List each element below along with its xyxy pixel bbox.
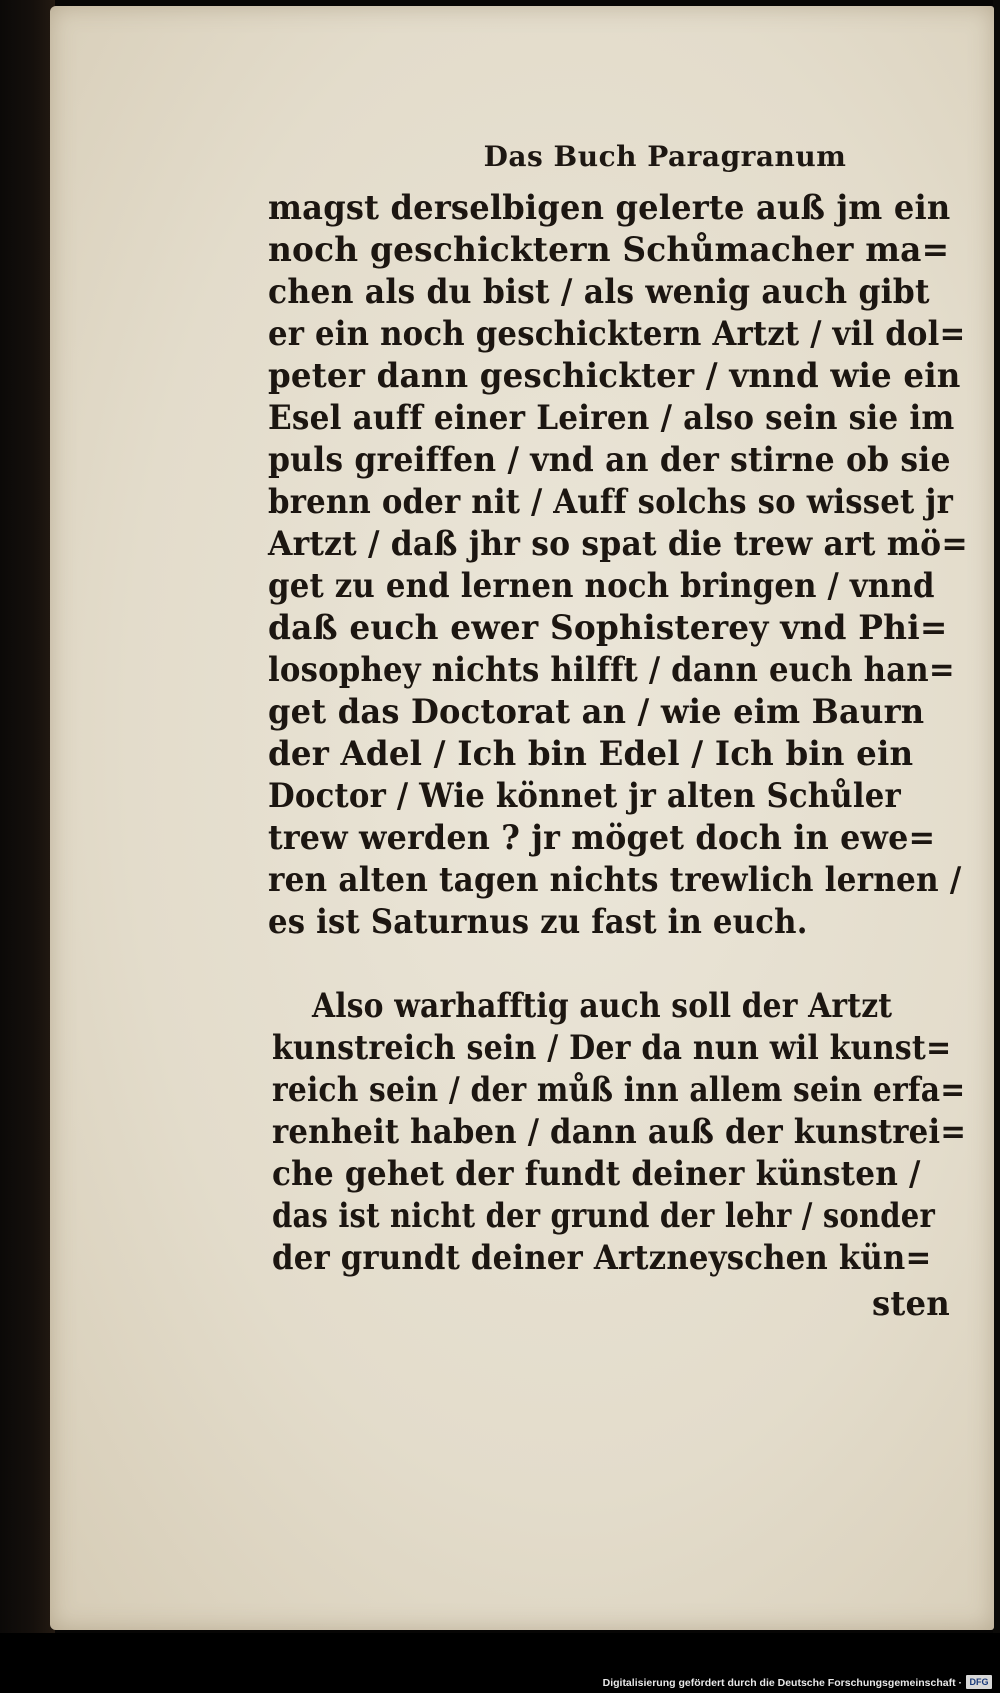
- running-head: Das Buch Paragranum: [483, 140, 847, 173]
- text-line: Artzt / daß jhr so spat die trew art mö=: [268, 524, 968, 564]
- text-line: ren alten tagen nichts trewlich lernen /: [268, 860, 962, 900]
- text-line: Doctor / Wie könnet jr alten Schůler: [268, 776, 901, 816]
- text-line: Esel auff einer Leiren / also sein sie im: [268, 398, 955, 438]
- text-line: der grundt deiner Artzneyschen kün=: [272, 1238, 932, 1278]
- text-line: daß euch ewer Sophisterey vnd Phi=: [268, 608, 948, 648]
- funding-notice: Digitalisierung gefördert durch die Deutsche Forschungsgemeinschaft ·: [602, 1677, 962, 1689]
- text-line: das ist nicht der grund der lehr / sonder: [272, 1196, 935, 1236]
- text-line: che gehet der fundt deiner künsten /: [272, 1154, 921, 1194]
- text-line: get das Doctorat an / wie eim Baurn: [268, 692, 925, 732]
- text-line: get zu end lernen noch bringen / vnnd: [268, 566, 935, 606]
- text-line: kunstreich sein / Der da nun wil kunst=: [272, 1028, 952, 1068]
- text-line: trew werden ? jr möget doch in ewe=: [268, 818, 936, 858]
- text-line: brenn oder nit / Auff solchs so wisset jr: [268, 482, 954, 522]
- text-line: peter dann geschickter / vnnd wie ein: [268, 356, 961, 396]
- text-line: renheit haben / dann auß der kunstrei=: [272, 1112, 967, 1152]
- catchword: sten: [872, 1284, 950, 1324]
- text-line: reich sein / der můß inn allem sein erfa=: [272, 1070, 966, 1110]
- text-line: der Adel / Ich bin Edel / Ich bin ein: [268, 734, 914, 774]
- text-line: noch geschicktern Schůmacher ma=: [268, 230, 950, 270]
- scan-shadow-left: [0, 0, 55, 1693]
- text-line: er ein noch geschicktern Artzt / vil dol=: [268, 314, 966, 354]
- text-line: losophey nichts hilfft / dann euch han=: [268, 650, 955, 690]
- text-line: Also warhafftig auch soll der Artzt: [312, 986, 893, 1026]
- text-line: chen als du bist / als wenig auch gibt: [268, 272, 930, 312]
- text-line: es ist Saturnus zu fast in euch.: [268, 902, 808, 942]
- footer-bar: [0, 1633, 1000, 1693]
- text-line: puls greiffen / vnd an der stirne ob sie: [268, 440, 951, 480]
- book-page: [50, 6, 994, 1630]
- text-line: magst derselbigen gelerte auß jm ein: [268, 188, 951, 228]
- dfg-logo: DFG: [966, 1675, 992, 1689]
- scan-shadow-right: [993, 0, 1000, 1693]
